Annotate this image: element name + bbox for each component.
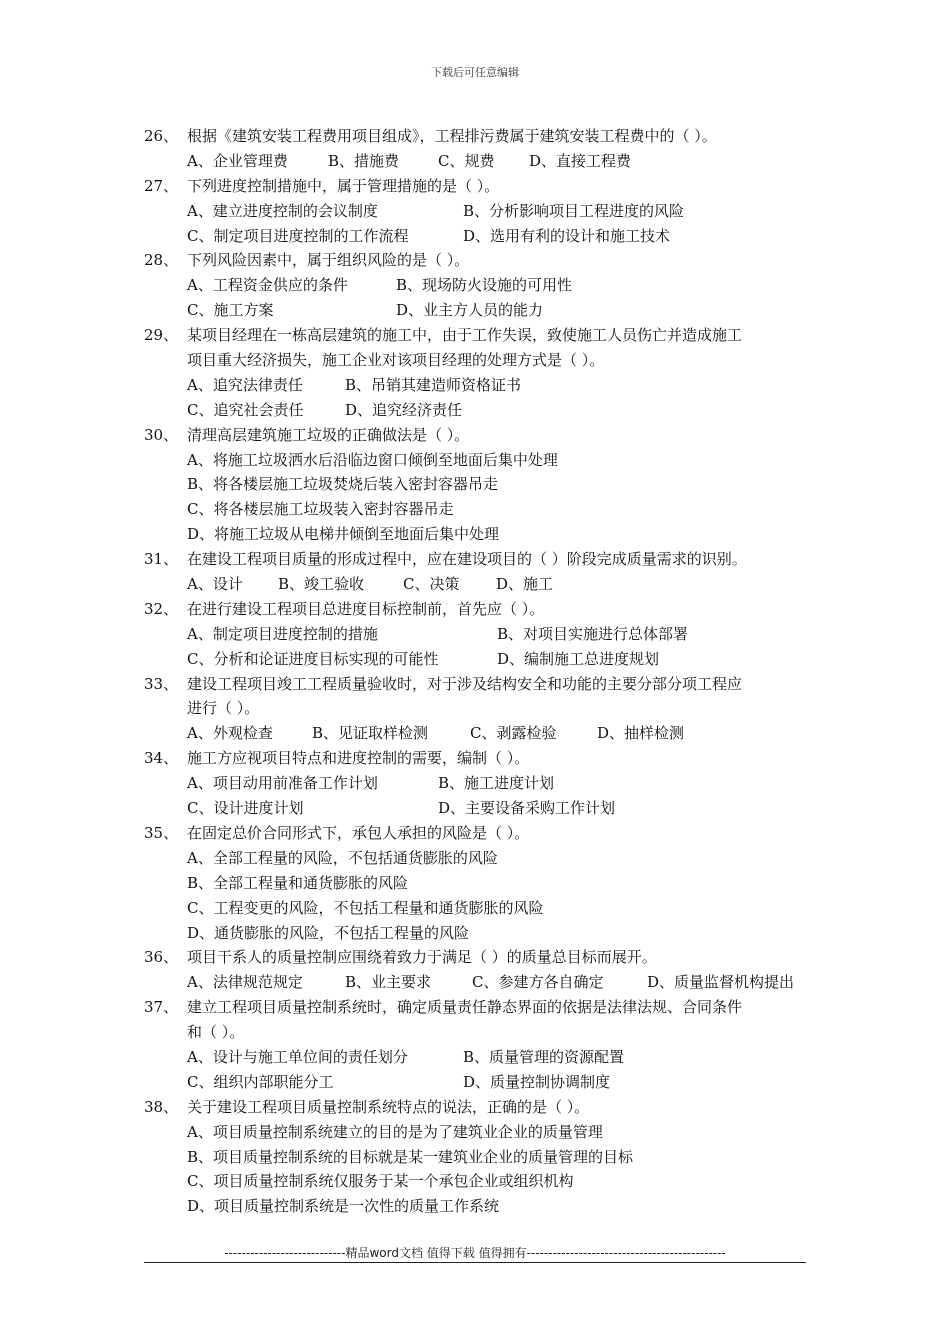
line	[144, 199, 824, 224]
line	[144, 224, 824, 249]
option: B、分析影响项目工程进度的风险	[463, 201, 685, 220]
line	[144, 174, 824, 199]
line	[144, 672, 824, 697]
options-row	[187, 273, 572, 298]
question-stem: 建设工程项目竣工工程质量验收时，对于涉及结构安全和功能的主要分部分项工程应	[187, 674, 743, 693]
option: A、项目动用前准备工作计划	[187, 774, 378, 793]
option: A、外观检查	[187, 724, 273, 743]
option: A、设计与施工单位间的责任划分	[187, 1047, 408, 1066]
question-list	[144, 124, 824, 1219]
page-header: 下载后可任意编辑	[431, 66, 519, 79]
line	[144, 1169, 824, 1194]
line	[144, 995, 824, 1020]
question-number: 37、	[144, 998, 179, 1017]
line	[144, 348, 824, 373]
option: B、对项目实施进行总体部署	[497, 624, 689, 643]
option: B、现场防火设施的可用性	[396, 276, 573, 295]
options-row	[187, 721, 684, 746]
line	[144, 1145, 824, 1170]
line	[144, 622, 824, 647]
page-footer: ----------------------------精品word文档 值得下载 值得拥有----------------------------------------------	[224, 1246, 726, 1260]
question-number: 34、	[144, 749, 179, 768]
line	[144, 522, 824, 547]
option: C、追究社会责任	[187, 400, 304, 419]
question-stem: 在固定总价合同形式下，承包人承担的风险是（ ）。	[187, 823, 530, 842]
line	[144, 896, 824, 921]
option: D、项目质量控制系统是一次性的质量工作系统	[187, 1197, 500, 1216]
option: D、通货膨胀的风险，不包括工程量的风险	[187, 923, 470, 942]
option: D、质量控制协调制度	[463, 1072, 611, 1091]
question-stem: 下列进度控制措施中，属于管理措施的是（ ）。	[187, 176, 500, 195]
line	[144, 423, 824, 448]
line	[144, 124, 824, 149]
question-stem: 下列风险因素中，属于组织风险的是（ ）。	[187, 251, 470, 270]
option: A、法律规范规定	[187, 973, 303, 992]
line	[144, 1120, 824, 1145]
line	[144, 746, 824, 771]
option: C、组织内部职能分工	[187, 1072, 334, 1091]
options-row	[187, 622, 688, 647]
option: D、编制施工总进度规划	[497, 649, 660, 668]
options-row	[187, 970, 794, 995]
question-stem: 某项目经理在一栋高层建筑的施工中，由于工作失误，致使施工人员伤亡并造成施工	[187, 326, 743, 345]
question-stem: 根据《建筑安装工程费用项目组成》，工程排污费属于建筑安装工程费中的（ ）。	[187, 127, 717, 145]
option: D、追究经济责任	[345, 400, 463, 419]
line	[144, 572, 824, 597]
line	[144, 696, 824, 721]
question-number: 35、	[144, 823, 179, 842]
option: D、直接工程费	[529, 151, 632, 170]
question-number: 31、	[144, 550, 179, 569]
line	[144, 273, 824, 298]
line	[144, 398, 824, 423]
line	[144, 871, 824, 896]
line	[144, 298, 824, 323]
option: D、主要设备采购工作计划	[438, 799, 616, 818]
line	[144, 945, 824, 970]
option: B、措施费	[328, 151, 400, 170]
question-stem: 施工方应视项目特点和进度控制的需要，编制（ ）。	[187, 749, 530, 768]
options-row	[187, 572, 553, 597]
line	[144, 547, 824, 572]
question-number: 36、	[144, 948, 179, 967]
question-stem-continued: 进行（ ）。	[187, 699, 260, 718]
option: A、项目质量控制系统建立的目的是为了建筑业企业的质量管理	[187, 1122, 603, 1141]
option: B、将各楼层施工垃圾焚烧后装入密封容器吊走	[187, 475, 499, 494]
question-stem-continued: 和（ ）。	[187, 1023, 245, 1042]
question-stem-continued: 项目重大经济损失，施工企业对该项目经理的处理方式是（ ）。	[187, 351, 605, 370]
option: B、质量管理的资源配置	[463, 1047, 625, 1066]
question-number: 30、	[144, 425, 179, 444]
options-row	[187, 796, 615, 821]
option: C、制定项目进度控制的工作流程	[187, 226, 409, 245]
options-row	[187, 1045, 624, 1070]
line	[144, 149, 824, 174]
option: C、将各楼层施工垃圾装入密封容器吊走	[187, 500, 454, 519]
option: A、制定项目进度控制的措施	[187, 624, 378, 643]
option: A、设计	[187, 575, 243, 594]
line	[144, 472, 824, 497]
question-stem: 项目干系人的质量控制应围绕着致力于满足（ ）的质量总目标而展开。	[187, 948, 657, 967]
options-row	[187, 398, 462, 423]
question-stem: 建立工程项目质量控制系统时，确定质量责任静态界面的依据是法律法规、合同条件	[187, 998, 743, 1017]
question-stem: 在进行建设工程项目总进度目标控制前，首先应（ ）。	[187, 599, 545, 618]
line	[144, 921, 824, 946]
question-number: 38、	[144, 1097, 179, 1116]
options-row	[187, 298, 543, 323]
option: A、追究法律责任	[187, 375, 303, 394]
line	[144, 1045, 824, 1070]
options-row	[187, 149, 631, 174]
line	[144, 1095, 824, 1120]
option: D、将施工垃圾从电梯井倾倒至地面后集中处理	[187, 525, 500, 544]
option: C、规费	[438, 151, 495, 170]
question-stem: 关于建设工程项目质量控制系统特点的说法，正确的是（ ）。	[187, 1097, 590, 1116]
option: A、全部工程量的风险，不包括通货膨胀的风险	[187, 848, 498, 867]
option: B、施工进度计划	[438, 774, 555, 793]
question-stem: 清理高层建筑施工垃圾的正确做法是（ ）。	[187, 425, 470, 444]
line	[144, 846, 824, 871]
option: A、将施工垃圾洒水后沿临边窗口倾倒至地面后集中处理	[187, 450, 558, 469]
footer-divider	[144, 1262, 806, 1263]
option: C、决策	[403, 575, 460, 594]
options-row	[187, 771, 554, 796]
line	[144, 970, 824, 995]
option: B、吊销其建造师资格证书	[345, 375, 522, 394]
option: D、业主方人员的能力	[396, 301, 544, 320]
option: D、施工	[496, 575, 554, 594]
line	[144, 647, 824, 672]
option: B、业主要求	[345, 973, 432, 992]
line	[144, 1070, 824, 1095]
line	[144, 1194, 824, 1219]
line	[144, 796, 824, 821]
line	[144, 248, 824, 273]
question-number: 32、	[144, 599, 179, 618]
line	[144, 1020, 824, 1045]
option: A、企业管理费	[187, 151, 288, 170]
option: B、见证取样检测	[312, 724, 429, 743]
question-number: 27、	[144, 176, 179, 195]
option: C、项目质量控制系统仅服务于某一个承包企业或组织机构	[187, 1172, 574, 1191]
line	[144, 373, 824, 398]
line	[144, 721, 824, 746]
line	[144, 497, 824, 522]
option: D、质量监督机构提出	[647, 973, 795, 992]
option: B、全部工程量和通货膨胀的风险	[187, 873, 409, 892]
option: B、项目质量控制系统的目标就是某一建筑业企业的质量管理的目标	[187, 1147, 634, 1166]
question-number: 28、	[144, 251, 179, 270]
line	[144, 448, 824, 473]
option: C、剥露检验	[470, 724, 557, 743]
option: D、抽样检测	[597, 724, 685, 743]
line	[144, 323, 824, 348]
option: A、建立进度控制的会议制度	[187, 201, 378, 220]
question-number: 29、	[144, 326, 179, 345]
option: D、选用有利的设计和施工技术	[463, 226, 671, 245]
options-row	[187, 199, 684, 224]
question-number: 26、	[144, 127, 179, 145]
options-row	[187, 647, 659, 672]
option: C、设计进度计划	[187, 799, 304, 818]
option: C、工程变更的风险，不包括工程量和通货膨胀的风险	[187, 898, 544, 917]
option: B、竣工验收	[278, 575, 365, 594]
question-stem: 在建设工程项目质量的形成过程中，应在建设项目的（ ）阶段完成质量需求的识别。	[187, 550, 747, 569]
option: A、工程资金供应的条件	[187, 276, 348, 295]
line	[144, 771, 824, 796]
options-row	[187, 224, 670, 249]
options-row	[187, 1070, 610, 1095]
options-row	[187, 373, 521, 398]
question-number: 33、	[144, 674, 179, 693]
line	[144, 597, 824, 622]
option: C、施工方案	[187, 301, 274, 320]
option: C、参建方各自确定	[472, 973, 604, 992]
option: C、分析和论证进度目标实现的可能性	[187, 649, 439, 668]
line	[144, 821, 824, 846]
